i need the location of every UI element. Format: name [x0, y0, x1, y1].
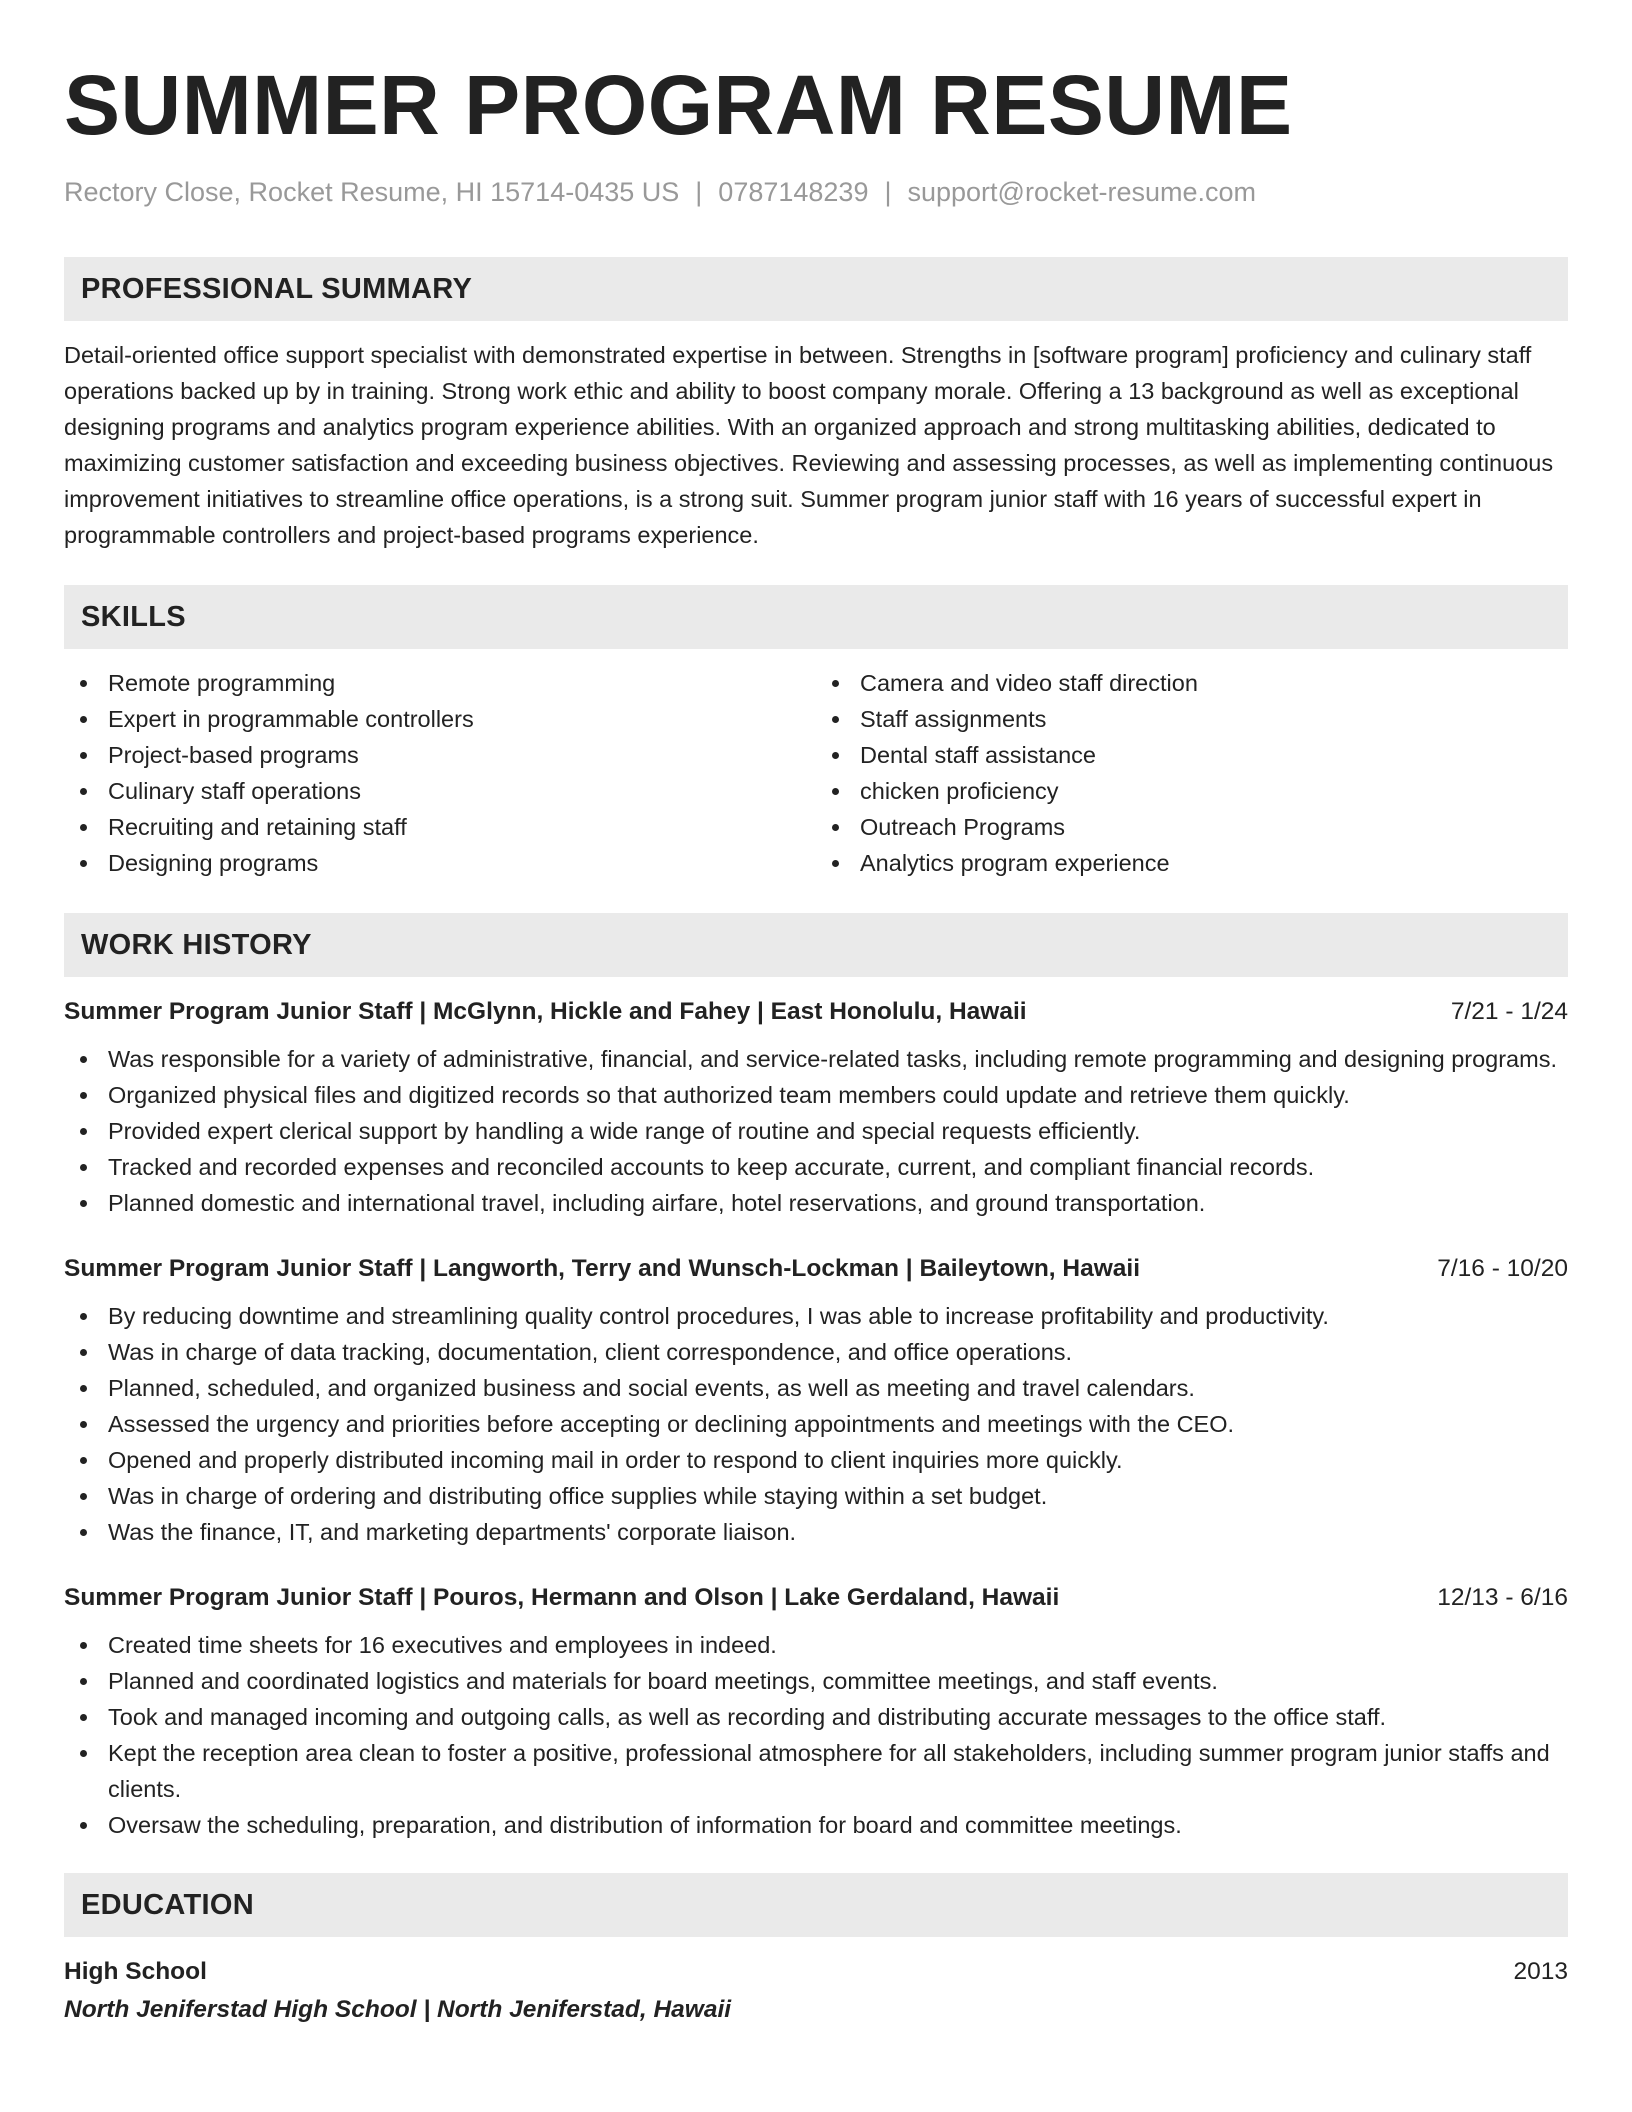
degree: High School [64, 1958, 207, 1985]
job-dates: 7/21 - 1/24 [1450, 998, 1568, 1025]
skills-list [64, 665, 1568, 881]
separator: | [884, 177, 892, 207]
job-title: Summer Program Junior Staff | Langworth, Terry and Wunsch-Lockman | Baileytown, Hawaii [64, 1255, 1141, 1282]
list-item: Was the finance, IT, and marketing departments' corporate liaison. [64, 1514, 1568, 1550]
list-item: Outreach Programs [816, 809, 1568, 845]
list-item: Planned, scheduled, and organized business and social events, as well as meeting and travel calendars. [64, 1370, 1568, 1406]
job-header [64, 1252, 1568, 1286]
list-item: Organized physical files and digitized records so that authorized team members could update and retrieve them quickly. [64, 1077, 1568, 1113]
school-name: North Jeniferstad High School | North Jeniferstad, Hawaii [64, 1996, 732, 2023]
resume-title: SUMMER PROGRAM RESUME [64, 58, 1293, 152]
list-item: Recruiting and retaining staff [64, 809, 816, 845]
job-entry [64, 1252, 1568, 1550]
work-heading: WORK HISTORY [64, 913, 1568, 977]
graduation-year: 2013 [1513, 1958, 1568, 1985]
list-item: Dental staff assistance [816, 737, 1568, 773]
skills-heading: SKILLS [64, 585, 1568, 649]
list-item: Kept the reception area clean to foster a positive, professional atmosphere for all stakeholders, including summer program junior staffs and clients. [64, 1735, 1568, 1807]
job-entry [64, 1581, 1568, 1843]
list-item: Staff assignments [816, 701, 1568, 737]
education-entry [64, 1955, 1568, 2029]
job-dates: 12/13 - 6/16 [1437, 1584, 1568, 1611]
list-item: Created time sheets for 16 executives and employees in indeed. [64, 1627, 1568, 1663]
job-header [64, 1581, 1568, 1615]
summary-heading: PROFESSIONAL SUMMARY [64, 257, 1568, 321]
phone: 0787148239 [718, 177, 869, 207]
list-item: chicken proficiency [816, 773, 1568, 809]
job-duties [64, 1627, 1568, 1843]
job-header [64, 995, 1568, 1029]
job-dates: 7/16 - 10/20 [1437, 1255, 1568, 1282]
list-item: Camera and video staff direction [816, 665, 1568, 701]
list-item: Designing programs [64, 845, 816, 881]
list-item: Took and managed incoming and outgoing calls, as well as recording and distributing accurate messages to the office staff. [64, 1699, 1568, 1735]
list-item: Oversaw the scheduling, preparation, and distribution of information for board and committee meetings. [64, 1807, 1568, 1843]
list-item: Tracked and recorded expenses and reconciled accounts to keep accurate, current, and compliant financial records. [64, 1149, 1568, 1185]
list-item: Analytics program experience [816, 845, 1568, 881]
separator: | [695, 177, 703, 207]
list-item: Opened and properly distributed incoming mail in order to respond to client inquiries more quickly. [64, 1442, 1568, 1478]
list-item: Planned domestic and international travel, including airfare, hotel reservations, and ground transportation. [64, 1185, 1568, 1221]
list-item: Was in charge of data tracking, documentation, client correspondence, and office operations. [64, 1334, 1568, 1370]
education-heading: EDUCATION [64, 1873, 1568, 1937]
summary-text: Detail-oriented office support specialist with demonstrated expertise in between. Strengths in [software program] proficiency and culinary staff operations backed up by in training. Strong work ethic and ability to boost company morale. Offering a 13 background as well as exceptional designing programs and analytics program experience abilities. With an organized approach and strong multitasking abilities, dedicated to maximizing customer satisfaction and exceeding business objectives. Reviewing and assessing processes, as well as implementing continuous improvement initiatives to streamline office operations, is a strong suit. Summer program junior staff with 16 years of successful expert in programmable controllers and project-based programs experience. [64, 342, 1554, 548]
list-item: Assessed the urgency and priorities before accepting or declining appointments and meetings with the CEO. [64, 1406, 1568, 1442]
job-duties [64, 1041, 1568, 1221]
address: Rectory Close, Rocket Resume, HI 15714-0435 US [64, 177, 680, 207]
list-item: By reducing downtime and streamlining quality control procedures, I was able to increase profitability and productivity. [64, 1298, 1568, 1334]
list-item: Expert in programmable controllers [64, 701, 816, 737]
list-item: Remote programming [64, 665, 816, 701]
email: support@rocket-resume.com [907, 177, 1257, 207]
list-item: Planned and coordinated logistics and materials for board meetings, committee meetings, and staff events. [64, 1663, 1568, 1699]
list-item: Was in charge of ordering and distributing office supplies while staying within a set budget. [64, 1478, 1568, 1514]
job-title: Summer Program Junior Staff | Pouros, Hermann and Olson | Lake Gerdaland, Hawaii [64, 1584, 1060, 1611]
job-duties [64, 1298, 1568, 1550]
list-item: Culinary staff operations [64, 773, 816, 809]
list-item: Was responsible for a variety of administrative, financial, and service-related tasks, including remote programming and designing programs. [64, 1041, 1568, 1077]
skills-column-right [816, 665, 1568, 881]
list-item: Provided expert clerical support by handling a wide range of routine and special requests efficiently. [64, 1113, 1568, 1149]
job-title: Summer Program Junior Staff | McGlynn, Hickle and Fahey | East Honolulu, Hawaii [64, 998, 1027, 1025]
list-item: Project-based programs [64, 737, 816, 773]
contact-line [64, 175, 1568, 209]
job-entry [64, 995, 1568, 1221]
skills-column-left [64, 665, 816, 881]
education-header [64, 1955, 1568, 1989]
